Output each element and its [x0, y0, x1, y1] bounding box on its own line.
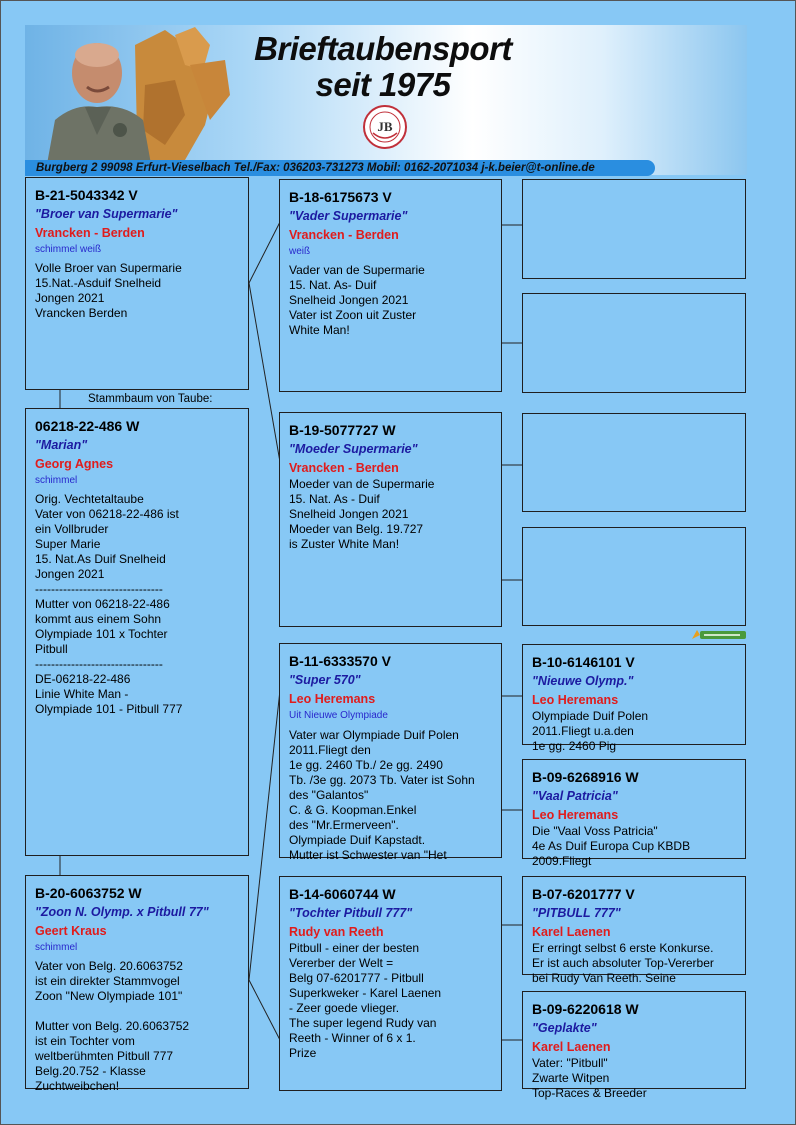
ring-number: 06218-22-486 W [35, 418, 140, 434]
ring-number: B-07-6201777 V [532, 886, 635, 902]
pigeon-info: Vader van de Supermarie 15. Nat. As- Duif Snelheid Jongen 2021 Vater ist Zoon uit Zuster White Man! [289, 263, 425, 337]
pigeon-color: weiß [289, 246, 311, 257]
breeder-name: Vrancken - Berden [35, 226, 145, 240]
breeder-name: Karel Laenen [532, 1040, 611, 1054]
pigeon-info: Orig. Vechtetaltaube Vater von 06218-22-486 ist ein Vollbruder Super Marie 15. Nat.As Duif Snelheid Jongen 2021 -------------------------------- Mutter von 06218-22-486 kommt aus einem Sohn Olympiade 101 x Tochter Pitbull -------------------------------- DE-06218-22-486 Linie White Man - Olympiade 101 - Pitbull 777 [35, 492, 183, 716]
pigeon-name: "Vaal Patricia" [532, 789, 618, 803]
ring-number: B-11-6333570 V [289, 653, 391, 669]
pigeon-name: "Zoon N. Olymp. x Pitbull 77" [35, 905, 209, 919]
pigeon-info: Pitbull - einer der besten Vererber der Welt = Belg 07-6201777 - Pitbull Superkweker - Karel Laenen - Zeer goede vlieger. The super legend Rudy van Reeth - Winner of 6 x 1. Prize [289, 941, 442, 1060]
breeder-name: Vrancken - Berden [289, 461, 399, 475]
ring-number: B-09-6220618 W [532, 1001, 639, 1017]
pigeon-info: Vater von Belg. 20.6063752 ist ein direkter Stammvogel Zoon "New Olympiade 101" Mutter von Belg. 20.6063752 ist ein Tochter vom weltberühmten Pitbull 777 Belg.20.752 - Klasse Zuchtweibchen! [35, 959, 190, 1093]
mate-sire-card [25, 875, 249, 1093]
software-badge-icon [690, 628, 746, 642]
pigeon-info: Vater war Olympiade Duif Polen 2011.Fliegt den 1e gg. 2460 Tb./ 2e gg. 2490 Tb. /3e gg. 2073 Tb. Vater ist Sohn des "Galantos" C. & G. Koopman.Enkel des "Mr.Ermerveen". Olympiade Duif Kapstadt. Mutter ist Schwester van "Het [289, 728, 475, 862]
ring-number: B-18-6175673 V [289, 189, 392, 205]
g3-card-a [522, 644, 746, 753]
pigeon-info: Olympiade Duif Polen 2011.Fliegt u.a.den 1e gg. 2460 Pig [532, 709, 649, 753]
breeder-name: Leo Heremans [532, 808, 619, 822]
pigeon-name: "Moeder Supermarie" [289, 442, 418, 456]
pigeon-color: schimmel [35, 475, 78, 486]
breeder-name: Geert Kraus [35, 924, 107, 938]
empty-ancestor-card [522, 413, 746, 512]
pigeon-color: schimmel [35, 942, 78, 953]
breeder-name: Karel Laenen [532, 925, 611, 939]
g3-card-c [522, 876, 746, 985]
ring-number: B-21-5043342 V [35, 187, 138, 203]
empty-ancestor-card [522, 527, 746, 626]
pigeon-name: "Geplakte" [532, 1021, 597, 1035]
empty-ancestor-card [522, 179, 746, 279]
breeder-name: Leo Heremans [289, 692, 376, 706]
subject-card [25, 177, 249, 390]
pigeon-name: "Marian" [35, 438, 88, 452]
sire-card [279, 179, 502, 392]
empty-ancestor-card [522, 293, 746, 393]
g3-card-b [522, 759, 746, 868]
pigeon-info: Moeder van de Supermarie 15. Nat. As - Duif Snelheid Jongen 2021 Moeder van Belg. 19.727 is Zuster White Man! [289, 477, 435, 551]
ring-number: B-09-6268916 W [532, 769, 639, 785]
pigeon-info: Die "Vaal Voss Patricia" 4e As Duif Europa Cup KBDB 2009.Fliegt [532, 824, 691, 868]
pigeon-name: "Nieuwe Olymp." [532, 674, 634, 688]
breeder-name: Leo Heremans [532, 693, 619, 707]
pigeon-name: "PITBULL 777" [532, 906, 621, 920]
g2-sire-card [279, 643, 502, 862]
pedigree-caption: Stammbaum von Taube: [88, 393, 213, 405]
pigeon-name: "Super 570" [289, 673, 361, 687]
ring-number: B-10-6146101 V [532, 654, 635, 670]
pigeon-color: Uit Nieuwe Olympiade [289, 710, 388, 721]
breeder-name: Vrancken - Berden [289, 228, 399, 242]
g2-dam-card [279, 876, 502, 1091]
pigeon-name: "Tochter Pitbull 777" [289, 906, 413, 920]
mate-card [25, 408, 249, 856]
g3-card-d [522, 991, 746, 1100]
dam-card [279, 412, 502, 627]
pigeon-info: Er erringt selbst 6 erste Konkurse. Er ist auch absoluter Top-Vererber bei Rudy Van Reeth. Seine [532, 941, 714, 985]
pigeon-name: "Broer van Supermarie" [35, 207, 178, 221]
pigeon-info: Volle Broer van Supermarie 15.Nat.-Asduif Snelheid Jongen 2021 Vrancken Berden [35, 261, 182, 320]
banner-title-line1: Brieftaubensport [254, 30, 512, 67]
ring-number: B-14-6060744 W [289, 886, 396, 902]
pigeon-name: "Vader Supermarie" [289, 209, 408, 223]
ring-number: B-19-5077727 W [289, 422, 396, 438]
pigeon-info: Vater: "Pitbull" Zwarte Witpen Top-Races & Breeder [532, 1056, 647, 1100]
pigeon-color: schimmel weiß [35, 244, 102, 255]
breeder-name: Georg Agnes [35, 457, 114, 471]
breeder-name: Rudy van Reeth [289, 925, 384, 939]
svg-text:JB: JB [377, 119, 393, 134]
banner-title-line2: seit 1975 [315, 66, 451, 103]
contact-line: Burgberg 2 99098 Erfurt-Vieselbach Tel./Fax: 036203-731273 Mobil: 0162-2071034 j-k.beier@t-online.de [36, 162, 595, 174]
ring-number: B-20-6063752 W [35, 885, 142, 901]
